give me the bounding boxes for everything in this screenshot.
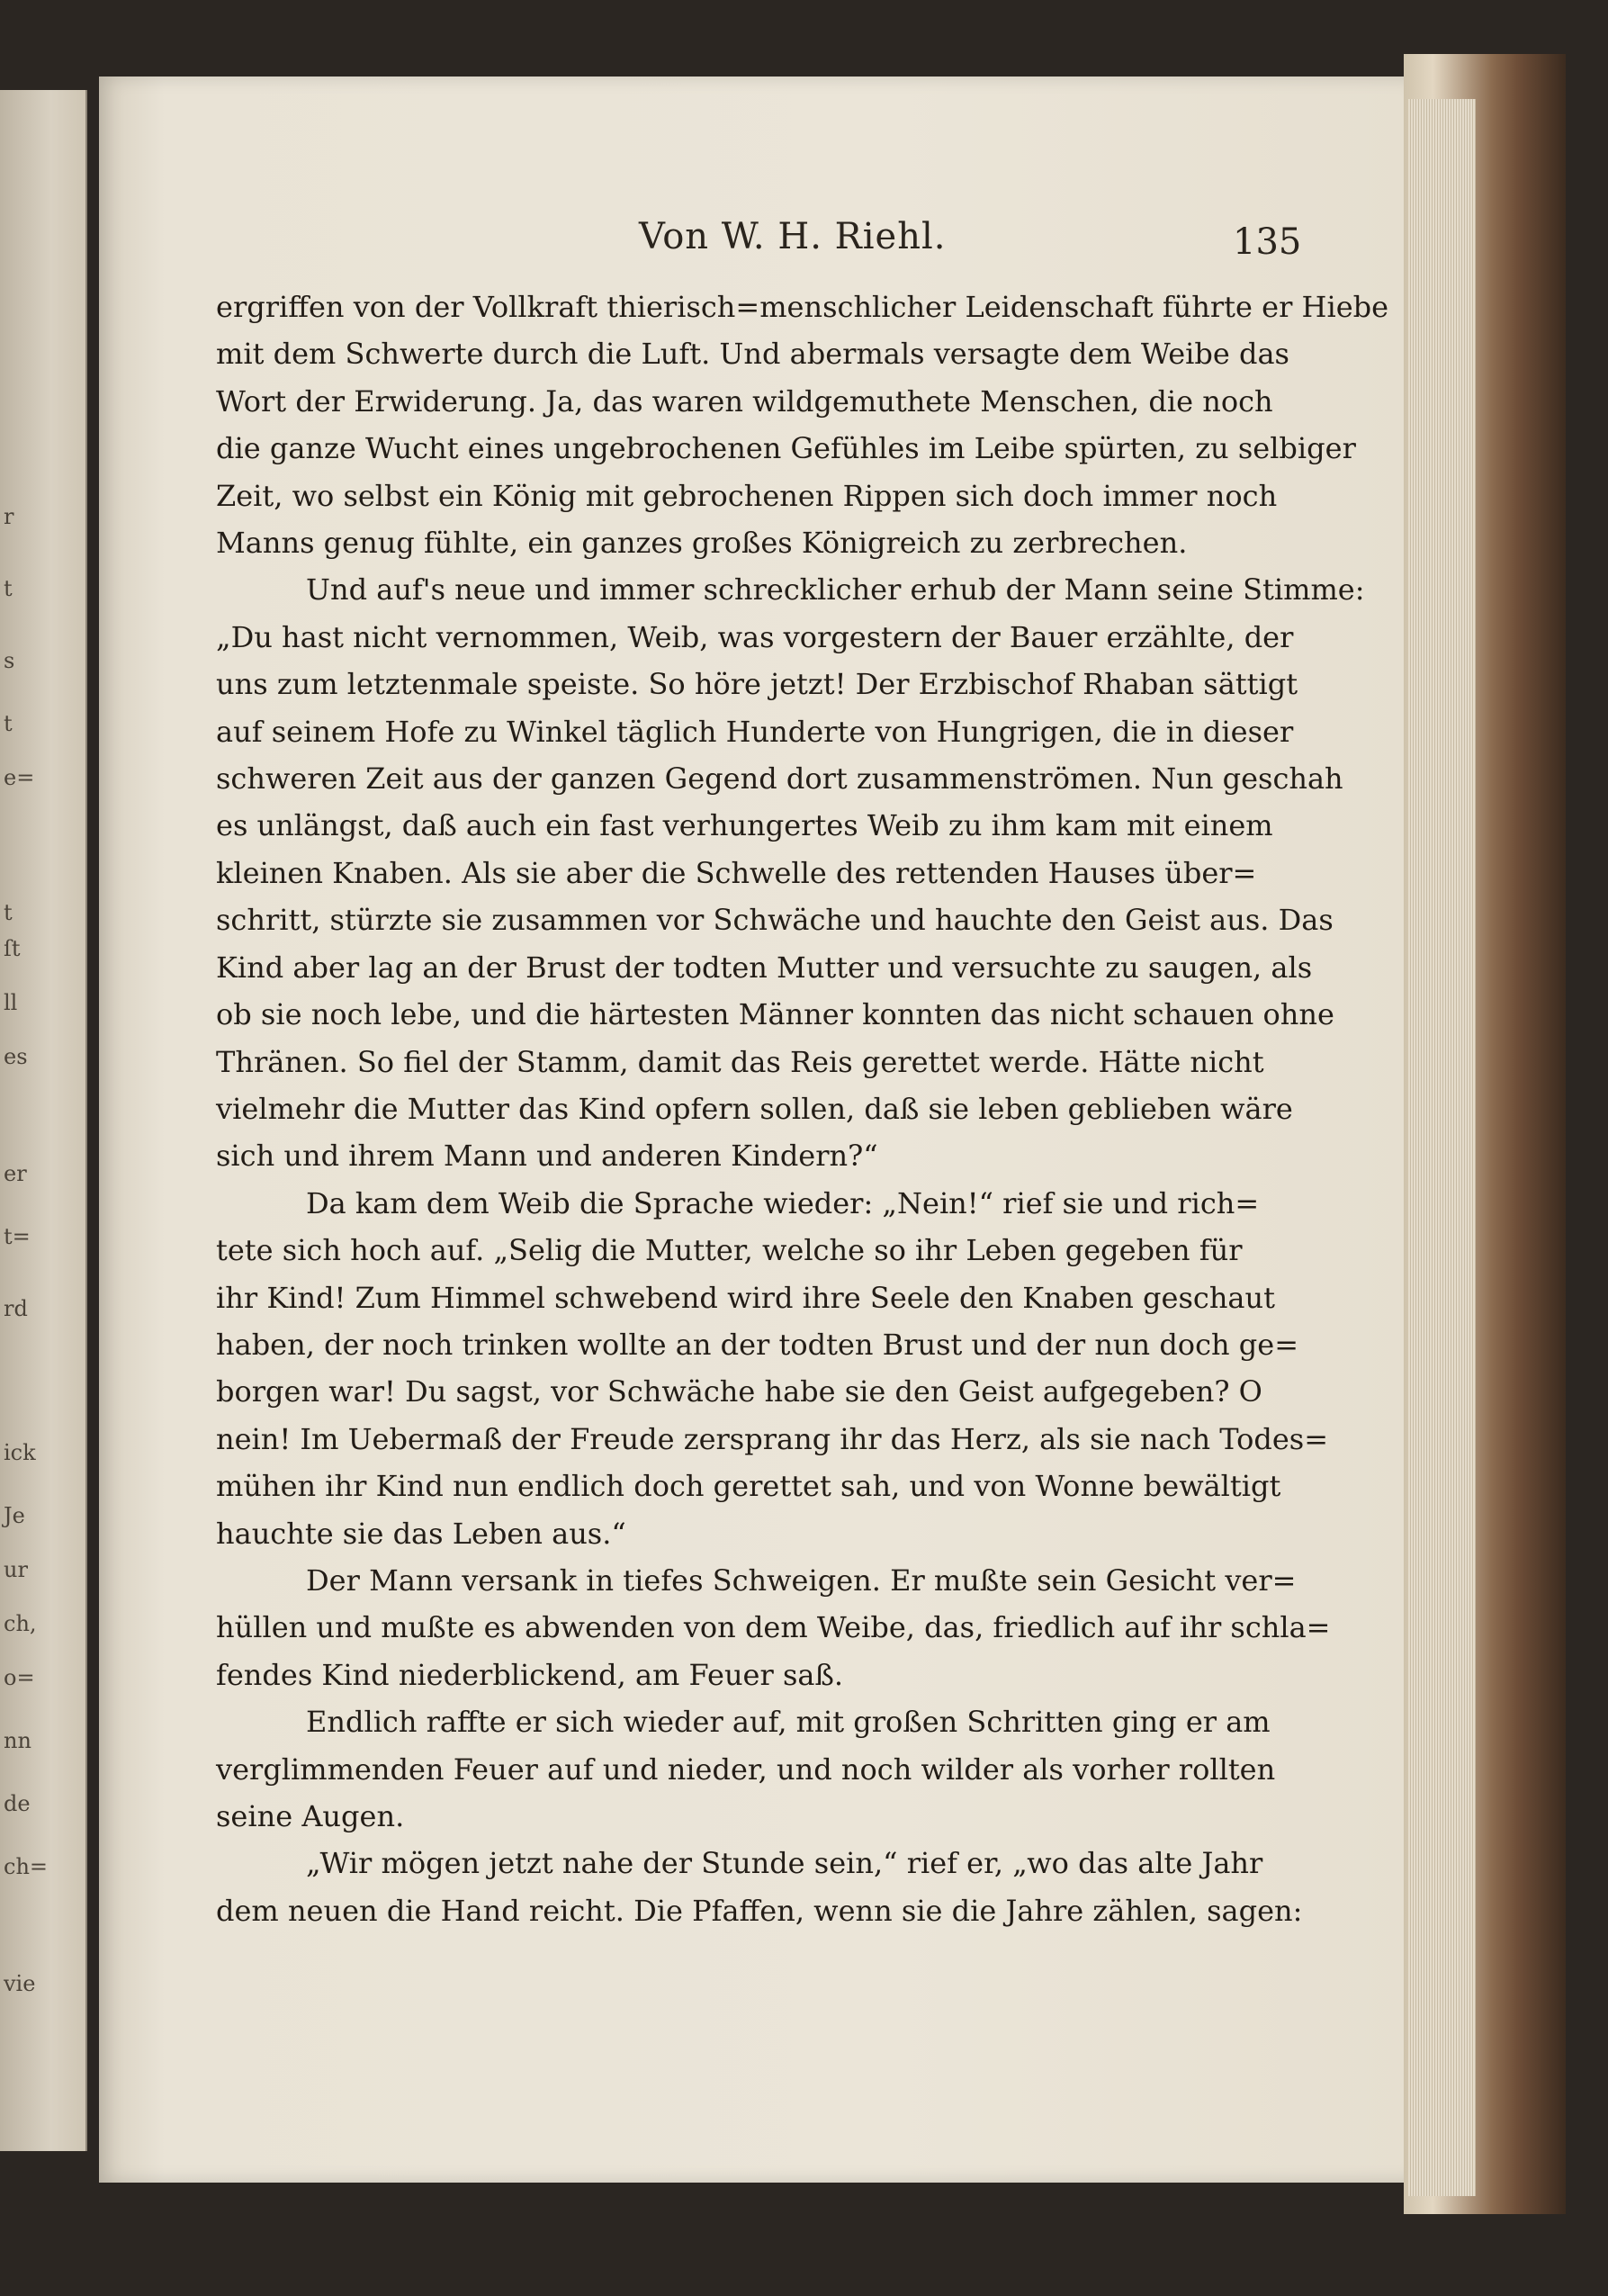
text-line: borgen war! Du sagst, vor Schwäche habe sie den Geist aufgegeben? O	[216, 1374, 1262, 1409]
left-page-fragment: t	[4, 900, 13, 925]
text-line: hauchte sie das Leben aus.“	[216, 1516, 626, 1551]
page-stack	[1408, 99, 1476, 2196]
text-line: Und auf's neue und immer schrecklicher erhub der Mann seine Stimme:	[306, 572, 1365, 608]
text-line: Endlich raffte er sich wieder auf, mit großen Schritten ging er am	[306, 1705, 1271, 1740]
text-line: es unlängst, daß auch ein fast verhungertes Weib zu ihm kam mit einem	[216, 808, 1273, 843]
text-line: seine Augen.	[216, 1799, 405, 1833]
left-page-fragment: es	[4, 1044, 28, 1069]
text-line: sich und ihrem Mann und anderen Kindern?“	[216, 1139, 878, 1174]
text-line: ihr Kind! Zum Himmel schwebend wird ihre Seele den Knaben geschaut	[216, 1280, 1275, 1315]
text-line: dem neuen die Hand reicht. Die Pfaffen, wenn sie die Jahre zählen, sagen:	[216, 1893, 1303, 1928]
left-page-fragment: r	[4, 504, 14, 529]
left-page-fragment: vie	[4, 1971, 36, 1996]
text-line: mühen ihr Kind nun endlich doch gerettet sah, und von Wonne bewältigt	[216, 1469, 1281, 1504]
left-page-fragments	[0, 90, 85, 2151]
text-line: die ganze Wucht eines ungebrochenen Gefühles im Leibe spürten, zu selbiger	[216, 431, 1356, 466]
text-line: Der Mann versank in tiefes Schweigen. Er mußte sein Gesicht ver=	[306, 1562, 1297, 1598]
text-line: „Du hast nicht vernommen, Weib, was vorgestern der Bauer erzählte, der	[216, 619, 1294, 654]
text-line: Thränen. So fiel der Stamm, damit das Reis gerettet werde. Hätte nicht	[216, 1044, 1264, 1079]
text-line: hüllen und mußte es abwenden von dem Weibe, das, friedlich auf ihr schla=	[216, 1610, 1331, 1645]
text-line: ergriffen von der Vollkraft thierisch=menschlicher Leidenschaft führte er Hiebe	[216, 290, 1389, 324]
left-page-fragment: t	[4, 576, 13, 601]
text-line: ob sie noch lebe, und die härtesten Männer konnten das nicht schauen ohne	[216, 997, 1334, 1032]
left-page-fragment: ick	[4, 1440, 36, 1465]
left-page-fragment: Je	[4, 1503, 25, 1528]
text-line: vielmehr die Mutter das Kind opfern sollen, daß sie leben geblieben wäre	[216, 1091, 1293, 1126]
left-page-fragment: rd	[4, 1296, 28, 1321]
text-line: nein! Im Uebermaß der Freude zersprang ihr das Herz, als sie nach Todes=	[216, 1421, 1328, 1456]
left-page-fragment: nn	[4, 1728, 31, 1753]
left-page-fragment: ſt	[4, 936, 21, 961]
text-line: verglimmenden Feuer auf und nieder, und noch wilder als vorher rollten	[216, 1751, 1276, 1787]
page-number: 135	[1233, 221, 1302, 263]
left-page-fragment: o=	[4, 1665, 35, 1690]
left-page-fragment: ch,	[4, 1611, 37, 1636]
left-page-fragment: de	[4, 1791, 31, 1816]
left-page-fragment: ur	[4, 1557, 28, 1582]
text-line: auf seinem Hofe zu Winkel täglich Hunderte von Hungrigen, die in dieser	[216, 714, 1294, 749]
left-page-fragment: ll	[4, 990, 18, 1015]
left-page-fragment: er	[4, 1161, 27, 1186]
text-line: haben, der noch trinken wollte an der todten Brust und der nun doch ge=	[216, 1327, 1298, 1362]
text-line: Zeit, wo selbst ein König mit gebrochenen Rippen sich doch immer noch	[216, 478, 1278, 513]
text-line: mit dem Schwerte durch die Luft. Und abermals versagte dem Weibe das	[216, 337, 1289, 372]
text-line: Wort der Erwiderung. Ja, das waren wildgemuthete Menschen, die noch	[216, 383, 1273, 419]
left-page-fragment: t	[4, 711, 13, 736]
text-line: uns zum letztenmale speiste. So höre jetzt! Der Erzbischof Rhaban sättigt	[216, 667, 1298, 702]
text-line: fendes Kind niederblickend, am Feuer saß.	[216, 1657, 843, 1692]
running-head: Von W. H. Riehl.	[639, 216, 947, 257]
text-line: Da kam dem Weib die Sprache wieder: „Nein!“ rief sie und rich=	[306, 1185, 1260, 1220]
text-line: schritt, stürzte sie zusammen vor Schwäche und hauchte den Geist aus. Das	[216, 903, 1334, 938]
text-line: „Wir mögen jetzt nahe der Stunde sein,“ rief er, „wo das alte Jahr	[306, 1846, 1263, 1881]
text-line: Manns genug fühlte, ein ganzes großes Königreich zu zerbrechen.	[216, 526, 1188, 561]
body-text	[216, 284, 1389, 1934]
left-page-fragment: e=	[4, 765, 35, 790]
text-line: kleinen Knaben. Als sie aber die Schwelle des rettenden Hauses über=	[216, 855, 1257, 890]
left-page-fragment: s	[4, 648, 15, 673]
left-page-fragment: t=	[4, 1224, 31, 1249]
text-line: Kind aber lag an der Brust der todten Mutter und versuchte zu saugen, als	[216, 950, 1313, 985]
page-header	[99, 216, 1323, 270]
left-page-fragment: ch=	[4, 1854, 49, 1879]
left-page-edge	[0, 90, 87, 2151]
text-line: schweren Zeit aus der ganzen Gegend dort zusammenströmen. Nun geschah	[216, 761, 1343, 797]
text-line: tete sich hoch auf. „Selig die Mutter, welche so ihr Leben gegeben für	[216, 1233, 1243, 1268]
